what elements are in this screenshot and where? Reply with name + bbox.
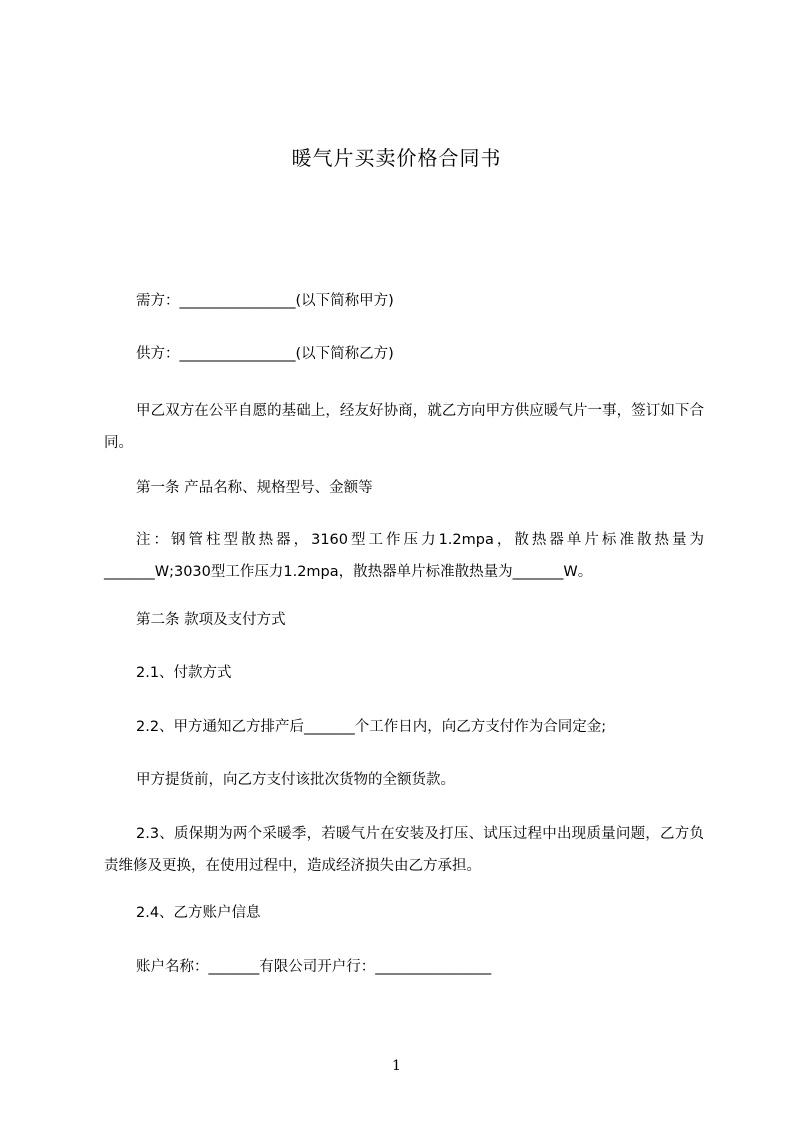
article1-note: 注：钢管柱型散热器，3160型工作压力1.2mpa，散热器单片标准散热量为_______W;3030型工作压力1.2mpa，散热器单片标准散热量为_______W。 (104, 532, 704, 580)
article2-heading: 第二条 款项及支付方式 (136, 612, 286, 628)
seller-line: 供方：________________(以下简称乙方) (136, 346, 394, 362)
intro-paragraph: 甲乙双方在公平自愿的基础上，经友好协商，就乙方向甲方供应暖气片一事，签订如下合同。 (104, 403, 704, 451)
item-2-1: 2.1、付款方式 (136, 665, 232, 681)
document-title: 暖气片买卖价格合同书 (291, 146, 502, 170)
item-2-2-continued: 甲方提货前，向乙方支付该批次货物的全额货款。 (136, 772, 455, 788)
item-2-3: 2.3、质保期为两个采暖季，若暖气片在安装及打压、试压过程中出现质量问题，乙方负责维修及更换，在使用过程中，造成经济损失由乙方承担。 (104, 826, 704, 874)
article1-heading: 第一条 产品名称、规格型号、金额等 (136, 480, 373, 496)
item-2-4: 2.4、乙方账户信息 (136, 905, 261, 921)
account-line: 账户名称：_______有限公司开户行：________________ (136, 959, 492, 975)
buyer-line: 需方：________________(以下简称甲方) (136, 293, 394, 309)
page-number: 1 (392, 1058, 401, 1074)
item-2-2: 2.2、甲方通知乙方排产后_______个工作日内，向乙方支付作为合同定金; (136, 719, 607, 735)
